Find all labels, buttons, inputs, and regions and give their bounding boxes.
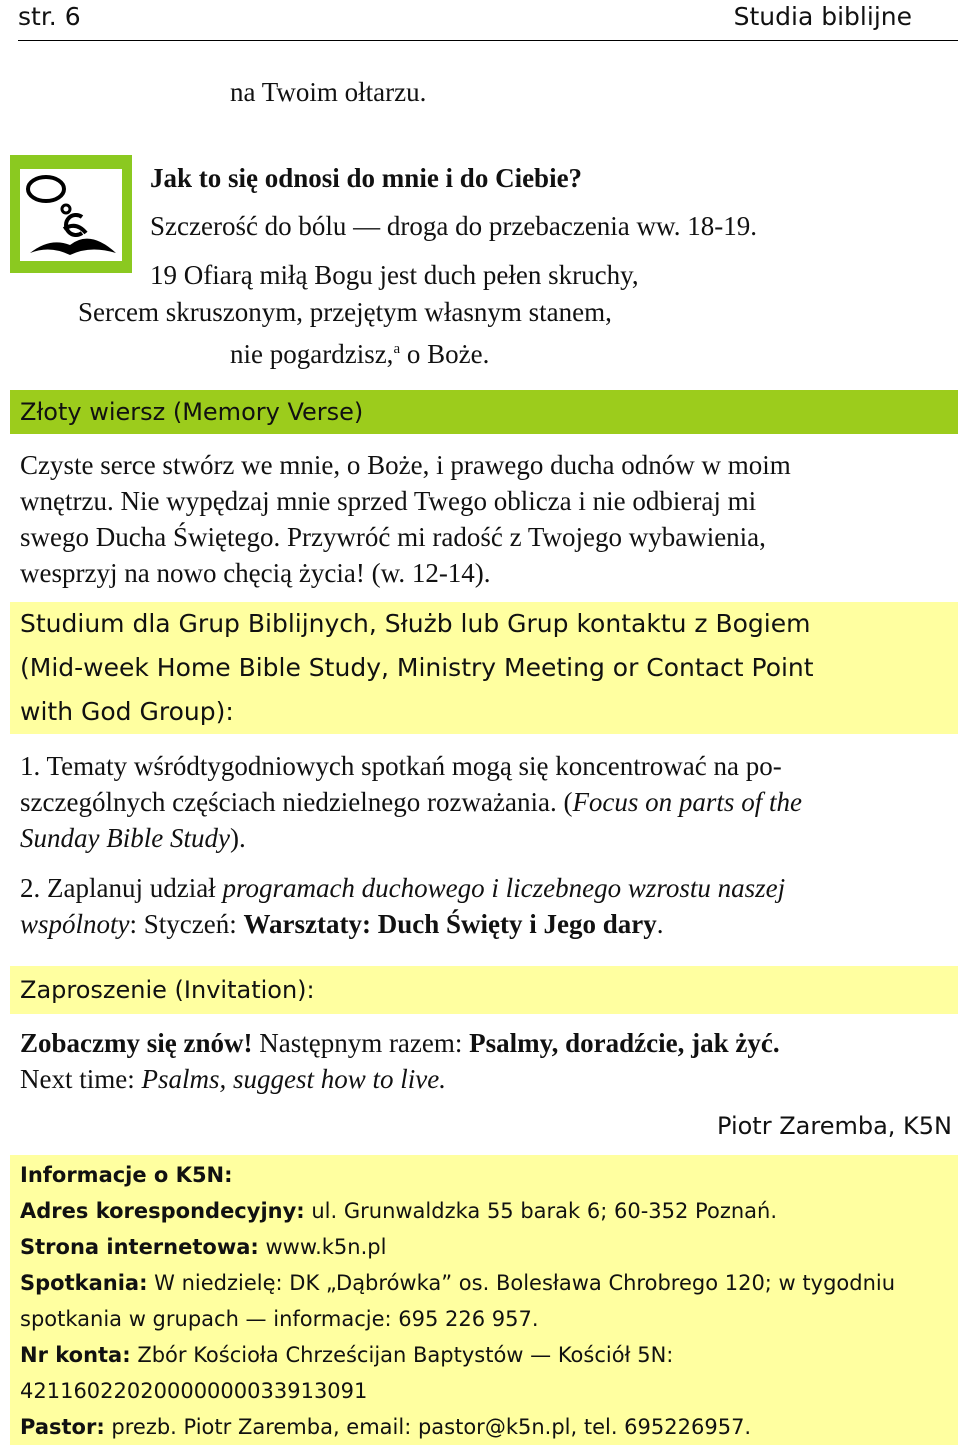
memory-verse-heading: Złoty wiersz (Memory Verse) [10,390,958,434]
verse-line-2: Sercem skruszonym, przejętym własnym stanem, [78,297,612,327]
signature: Piotr Zaremba, K5N [717,1112,952,1140]
thinking-face-icon [10,155,132,273]
invitation-heading: Zaproszenie (Invitation): [10,966,958,1014]
info-pastor: Pastor: prezb. Piotr Zaremba, email: pastor@k5n.pl, tel. 695226957. [20,1415,752,1439]
study-paragraph-1: 1. Tematy wśródtygodniowych spotkań mogą się koncentrować na po- szczególnych częściach niedzielnego rozważania. (Focus on parts of the Sunday Bible Study). [20,751,802,853]
psalm-continuation: na Twoim ołtarzu. [230,77,427,107]
reflection-question: Jak to się odnosi do mnie i do Ciebie? [150,163,583,193]
page-header [18,0,958,41]
info-website: Strona internetowa: www.k5n.pl [20,1235,387,1259]
footnote-marker: a [393,341,401,357]
verse-line-3: nie pogardzisz,$^a$ o Boże. [230,339,490,369]
invitation-text: Zobaczmy się znów! Następnym razem: Psalmy, doradźcie, jak żyć. Next time: Psalms, suggest how to live. [20,1028,780,1094]
reflection-subtitle: Szczerość do bólu — droga do przebaczenia ww. 18-19. [150,211,758,241]
website-link[interactable]: www.k5n.pl [258,1235,387,1259]
page-number: str. 6 [18,2,81,31]
info-account: Nr konta: Zbór Kościoła Chrześcijan Baptystów — Kościół 5N: [20,1343,674,1367]
memory-verse-text: Czyste serce stwórz we mnie, o Boże, i prawego ducha odnów w moim wnętrzu. Nie wypędzaj mnie sprzed Twego oblicza i nie odbieraj mi swego Ducha Świętego. Przywróć mi radość z Twojego wybawienia, wesprzyj na nowo chęcią życia! (w. 12-14). [20,450,791,588]
info-heading: Informacje o K5N: [20,1163,233,1187]
study-paragraph-2: 2. Zaplanuj udział programach duchowego i liczebnego wzrostu naszej wspólnoty: Styczeń: Warsztaty: Duch Święty i Jego dary. [20,873,786,939]
info-address: Adres korespondecyjny: ul. Grunwaldzka 55 barak 6; 60-352 Poznań. [20,1199,778,1223]
info-meetings-cont: spotkania w grupach — informacje: 695 226 957. [20,1307,539,1331]
info-meetings: Spotkania: W niedzielę: DK „Dąbrówka” os. Bolesława Chrobrego 120; w tygodniu [20,1271,896,1295]
publication-title: Studia biblijne [733,2,912,31]
verse-line-1: 19 Ofiarą miłą Bogu jest duch pełen skruchy, [150,260,639,290]
info-box [10,1155,958,1445]
study-heading: Studium dla Grup Biblijnych, Służb lub Grup kontaktu z Bogiem (Mid-week Home Bible Study, Ministry Meeting or Contact Point with God Group): [10,602,958,734]
account-number: 42116022020000000033913091 [20,1379,368,1403]
